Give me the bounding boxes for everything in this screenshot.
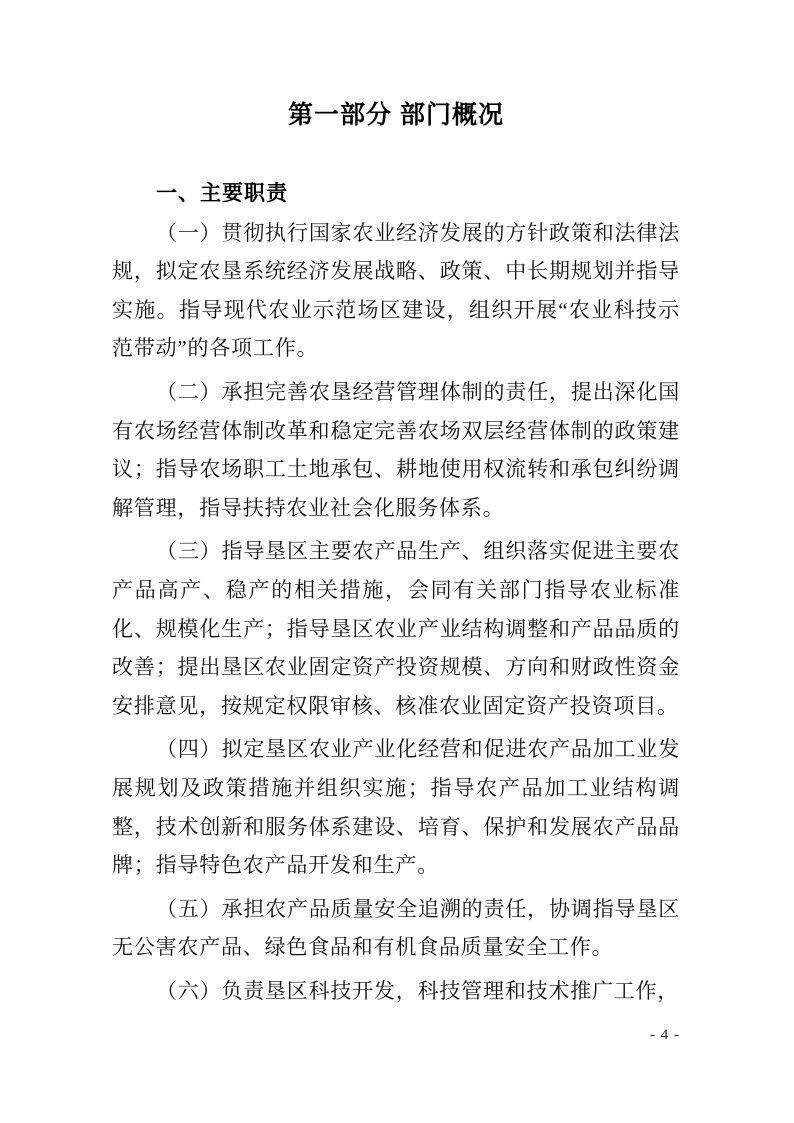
body-paragraph: （一）贯彻执行国家农业经济发展的方针政策和法律法规，拟定农垦系统经济发展战略、政策、中长期规划并指导实施。指导现代农业示范场区建设，组织开展“农业科技示范带动”的各项工作。: [112, 220, 680, 361]
section-heading: 一、主要职责: [156, 182, 288, 205]
document-body: [112, 95, 680, 1015]
body-paragraph: （四）拟定垦区农业产业化经营和促进农产品加工业发展规划及政策措施并组织实施；指导农产品加工业结构调整，技术创新和服务体系建设、培育、保护和发展农产品品牌；指导特色农产品开发和生产。: [112, 737, 680, 878]
body-paragraph: （六）负责垦区科技开发，科技管理和技术推广工作，: [156, 978, 680, 1003]
page-number: - 4 -: [650, 1027, 680, 1043]
body-paragraph: （五）承担农产品质量安全追溯的责任，协调指导垦区无公害农产品、绿色食品和有机食品质量安全工作。: [112, 896, 680, 960]
body-paragraph: （三）指导垦区主要农产品生产、组织落实促进主要农产品高产、稳产的相关措施，会同有关部门指导农业标准化、规模化生产；指导垦区农业产业结构调整和产品品质的改善；提出垦区农业固定资产投资规模、方向和财政性资金安排意见，按规定权限审核、核准农业固定资产投资项目。: [112, 539, 680, 718]
body-paragraph: （二）承担完善农垦经营管理体制的责任，提出深化国有农场经营体制改革和稳定完善农场双层经营体制的政策建议；指导农场职工土地承包、耕地使用权流转和承包纠纷调解管理，指导扶持农业社会化服务体系。: [112, 379, 680, 520]
page-title: 第一部分 部门概况: [288, 101, 504, 129]
